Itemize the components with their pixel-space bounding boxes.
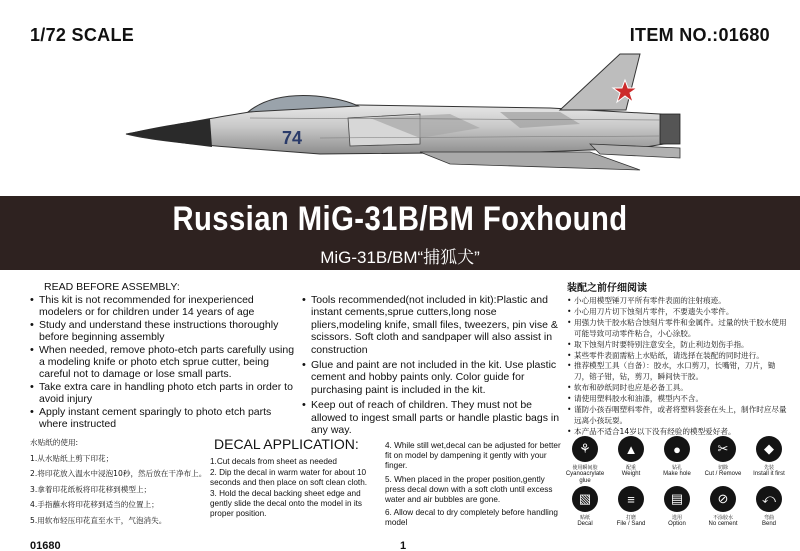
decal-steps-1 [210,457,380,519]
list-item: 4. While still wet,decal can be adjusted for better fit on model by dampening it gently with your finger. [385,441,561,470]
cn-notes-list [567,296,789,438]
footer-item-number: 01680 [30,540,61,551]
list-item: • 软布和砂纸同时也应是必备工具。 [567,383,789,394]
list-item: 5. When placed in the proper position,gently press decal down with a soft cloth until excess water and air bubbles are gone. [385,474,553,504]
scale-label: 1/72 SCALE [30,25,135,45]
list-item: 4.手指蘸水将印花移到适当的位置上； [30,500,159,510]
decal-cn-instructions [30,435,210,529]
list-item: 5.用软布轻压印花直至水干，气泡消失。 [30,515,167,525]
list-item: • Take extra care in handling photo etch parts in order to avoid injury [30,381,295,406]
list-item: • Glue and paint are not included in the kit. Use plastic cement and hobby paints only. Color guide for purchasing paint is included in the kit. [302,359,564,396]
legend-item: ⚘ 使用瞬间胶 Cyanoacrylate glue [562,436,608,485]
tail-number: 74 [282,128,303,148]
list-item: • Tools recommended(not included in kit):Plastic and instant cements,sprue cutters,long nose pliers,modeling knife, small files, tweezers, pin vise & scissors. Soft cloth and sandpaper will also assist in construction [302,294,564,356]
make-hole-icon: ● [664,436,690,462]
list-item: 1.从水贴纸上剪下印花； [30,453,114,463]
aircraft-illustration [120,48,700,198]
legend-item: ◆ 先装 Install it first [746,436,792,478]
read-before-title: READ BEFORE ASSEMBLY: [44,281,180,293]
legend-item: ⊘ 不涂胶水 No cement [700,486,746,528]
product-subtitle: MiG-31B/BM“捕狐犬” [320,248,480,267]
cyanoacrylate-glue-icon: ⚘ [572,436,598,462]
decal-application-title: DECAL APPLICATION: [214,436,359,452]
list-item: • 小心用模型锤刀平所有零件表面的注射痕迹。 [567,296,789,307]
install-first-icon: ◆ [756,436,782,462]
legend-item: ⤺ 弯曲 Bend [746,486,792,528]
list-item: • 小心用刀片切下蚀刻片零件，不要遗失小零件。 [567,307,789,318]
list-item: 2. Dip the decal in warm water for about 10 seconds and then place on soft clean cloth. [210,467,368,487]
list-item: • When needed, remove photo-etch parts carefully using a modeling knife or photo etch sprue cutter, being careful not to damage or lose small parts. [30,344,295,381]
list-item: • 某些零件表面需粘上水贴纸，请选择在装配的同时进行。 [567,351,789,362]
list-item: • 推荐模型工具（自备）：胶水，水口剪刀，长嘴钳，刀片，锄刀，镕子钳，钻，剪刀，瞬间快干胶。 [567,361,789,383]
legend-item: ● 钻孔 Make hole [654,436,700,478]
list-item: 6. Allow decal to dry completely before handling model [385,508,558,528]
legend-item: ≡ 打磨 File / Sand [608,486,654,528]
read-notes-col1 [30,294,295,430]
legend-item: ▧ 贴纸 Decal [562,486,608,528]
list-item: 3.拿着印花纸板将印花移到模型上； [30,484,152,494]
list-item: • 用强力快干胶水粘合蚀刻片零件和金属件。过量的快干胶水使用可能导致可动零件粘合，小心涂胶。 [567,318,789,340]
decal-steps-2 [385,441,563,532]
list-item: • 取下蚀刻片时要特别注意安全，防止利边划伤手指。 [567,340,789,351]
list-item: • 谨防小孩吞咽塑料零件，或者将塑料袋套在头上，制作时应尽量远离小孩玩耍。 [567,405,789,427]
decal-cn-title: 水贴纸的使用: [30,438,79,447]
product-title: Russian MiG-31B/BM Foxhound [172,200,628,238]
legend-item: ▤ 选用 Option [654,486,700,528]
option-icon: ▤ [664,486,690,512]
list-item: • Keep out of reach of children. They must not be allowed to ingest small parts or handle plastic bags in any way. [302,399,564,436]
file-sand-icon: ≡ [618,486,644,512]
cut-remove-icon: ✂ [710,436,736,462]
decal-icon: ▧ [572,486,598,512]
read-notes-col2 [302,294,564,439]
legend-item: ✂ 切除 Cut / Remove [700,436,746,478]
list-item: • Study and understand these instructions thoroughly before beginning assembly [30,319,295,344]
page-number: 1 [400,540,407,551]
list-item: • This kit is not recommended for inexperienced modelers or for children under 14 years of age [30,294,295,319]
legend-item: ▲ 配重 Weight [608,436,654,478]
icon-legend [562,436,792,536]
bend-icon: ⤺ [756,486,782,512]
no-cement-icon: ⊘ [710,486,736,512]
weight-icon: ▲ [618,436,644,462]
list-item: • 请使用塑料胶水和油漆，模型内不含。 [567,394,789,405]
list-item: 3. Hold the decal backing sheet edge and gently slide the decal onto the model in its proper position. [210,488,363,518]
cn-notes-title: 装配之前仔细阅读 [567,283,647,294]
item-number: ITEM NO.:01680 [629,25,770,45]
list-item: 1.Cut decals from sheet as needed [210,457,337,466]
cn-notes [567,279,789,438]
list-item: • 本产品不适合14岁以下没有经验的模型爱好者。 [567,427,789,438]
list-item: • Apply instant cement sparingly to photo etch parts where instructed [30,406,295,431]
list-item: 2.将印花放入温水中浸泡10秒，然后放在干净布上。 [30,469,207,479]
